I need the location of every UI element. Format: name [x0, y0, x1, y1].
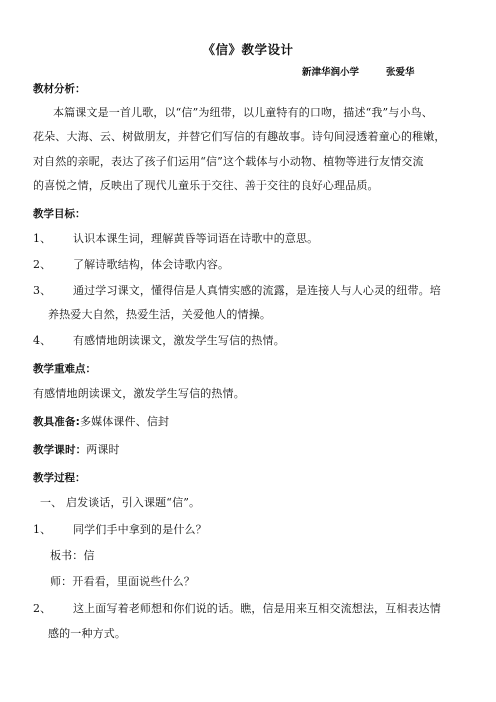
process-text: 这上面写着老师想和你们说的话。瞧，信是用来互相交流想法，互相表达情 [73, 602, 441, 615]
document-title: 《信》教学设计 [202, 42, 294, 57]
process-number: 2、 [33, 602, 52, 615]
board-note: 板书：信 [50, 549, 95, 562]
hours-line [33, 443, 120, 457]
process-section-1: 一、 启发谈话，引入课题“信”。 [40, 496, 201, 509]
author-name: 张爱华 [386, 67, 415, 78]
process-heading: 教学过程： [33, 472, 86, 484]
goal-item [33, 232, 318, 246]
goal-item [33, 258, 229, 272]
key-points-text: 有感情地朗读课文，激发学生写信的热情。 [33, 387, 245, 400]
tools-line [33, 415, 169, 429]
goal-text: 有感情地朗读课文，激发学生写信的热情。 [73, 334, 285, 347]
key-points-heading: 教学重难点： [33, 363, 96, 375]
goal-number: 4、 [33, 334, 52, 347]
goal-item [33, 284, 441, 298]
analysis-line-4: 的喜悦之情，反映出了现代儿童乐于交往、善于交往的良好心理品质。 [33, 179, 379, 192]
goal-number: 3、 [33, 284, 52, 297]
author-school: 新津华润小学 [302, 67, 360, 78]
process-text-continued: 感的一种方式。 [48, 627, 127, 640]
process-text: 同学们手中拿到的是什么？ [73, 523, 207, 536]
goal-text: 了解诗歌结构，体会诗歌内容。 [73, 258, 230, 271]
teacher-line: 师：开看看，里面说些什么？ [50, 575, 195, 588]
analysis-line-3: 对自然的亲昵，表达了孩子们运用“信”这个载体与小动物、植物等进行友情交流 [33, 155, 424, 168]
tools-label: 教具准备: [33, 416, 80, 428]
goal-text: 通过学习课文，懂得信是人真情实感的流露，是连接人与人心灵的纽带。培 [73, 284, 441, 297]
analysis-heading: 教材分析： [33, 83, 86, 95]
goal-number: 1、 [33, 232, 52, 245]
goal-text-continued: 养热爱大自然，热爱生活，关爱他人的情操。 [48, 308, 271, 321]
author-line [302, 64, 415, 78]
analysis-line-1: 本篇课文是一首儿歌，以“信”为纽带，以儿童特有的口吻，描述“我”与小鸟、 [53, 106, 433, 119]
tools-text: 多媒体课件、信封 [79, 415, 170, 428]
process-item [33, 523, 207, 537]
process-number: 1、 [33, 523, 52, 536]
goal-number: 2、 [33, 258, 52, 271]
analysis-line-2: 花朵、大海、云、树做朋友，并替它们写信的有趣故事。诗句间浸透着童心的稚嫩， [33, 130, 446, 143]
hours-label: 教学课时： [33, 444, 87, 456]
goals-heading: 教学目标： [33, 208, 86, 220]
goal-item [33, 334, 285, 348]
goal-text: 认识本课生词，理解黄昏等词语在诗歌中的意思。 [73, 232, 319, 245]
hours-text: 两课时 [86, 443, 120, 456]
process-item [33, 602, 441, 616]
